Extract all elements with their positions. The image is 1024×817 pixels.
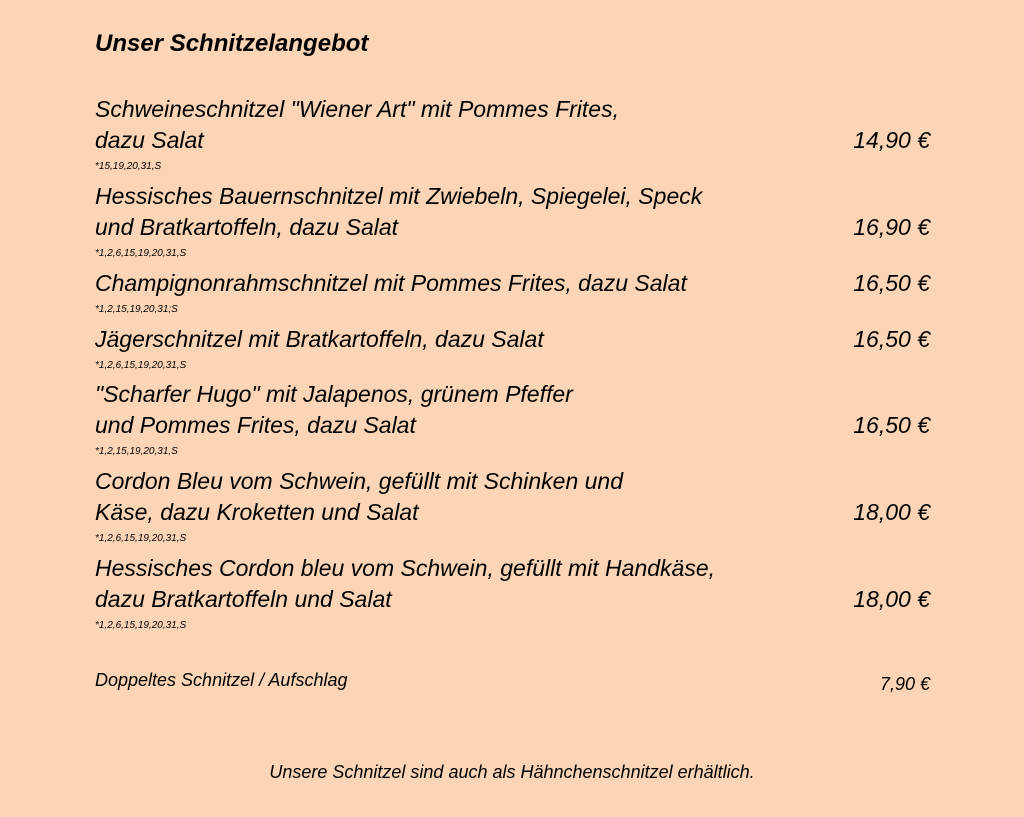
item-price: 14,90 € bbox=[853, 127, 930, 153]
item-description-line: Hessisches Bauernschnitzel mit Zwiebeln, Spiegelei, Speck bbox=[95, 183, 703, 209]
extra-charge-row bbox=[95, 670, 930, 694]
item-price: 16,50 € bbox=[853, 326, 930, 352]
item-description-line: Käse, dazu Kroketten und Salat bbox=[95, 499, 419, 525]
item-description-line: und Bratkartoffeln, dazu Salat bbox=[95, 214, 399, 240]
item-description bbox=[95, 181, 930, 243]
menu-item bbox=[95, 324, 930, 372]
item-allergen-codes: *1,2,6,15,19,20,31,S bbox=[95, 248, 187, 259]
menu-item bbox=[95, 181, 930, 260]
item-allergen-codes: *1,2,15,19,20,31;S bbox=[95, 304, 178, 315]
item-allergen-codes: *1,2,6,15,19,20,31,S bbox=[95, 360, 187, 371]
item-description-line: und Pommes Frites, dazu Salat bbox=[95, 412, 416, 438]
menu-item bbox=[95, 94, 930, 173]
item-description-line: Champignonrahmschnitzel mit Pommes Frites, dazu Salat bbox=[95, 270, 687, 296]
menu-item bbox=[95, 466, 930, 545]
menu-item bbox=[95, 379, 930, 458]
item-description bbox=[95, 94, 930, 156]
item-price: 16,50 € bbox=[853, 270, 930, 296]
item-price: 18,00 € bbox=[853, 499, 930, 525]
item-description-line: dazu Bratkartoffeln und Salat bbox=[95, 586, 392, 612]
item-description-line: Cordon Bleu vom Schwein, gefüllt mit Schinken und bbox=[95, 468, 624, 494]
item-price: 18,00 € bbox=[853, 586, 930, 612]
menu-title: Unser Schnitzelangebot bbox=[95, 30, 369, 57]
item-description bbox=[95, 324, 930, 355]
item-description bbox=[95, 466, 930, 528]
item-description-line: "Scharfer Hugo" mit Jalapenos, grünem Pfeffer bbox=[95, 381, 573, 407]
footer-note: Unsere Schnitzel sind auch als Hähnchenschnitzel erhältlich. bbox=[269, 762, 755, 782]
item-allergen-codes: *15,19,20,31,S bbox=[95, 161, 162, 172]
item-description bbox=[95, 268, 930, 299]
menu-item bbox=[95, 553, 930, 632]
extra-charge-price: 7,90 € bbox=[879, 674, 930, 694]
item-allergen-codes: *1,2,15,19,20,31,S bbox=[95, 446, 178, 457]
item-description-line: dazu Salat bbox=[95, 127, 204, 153]
item-price: 16,50 € bbox=[853, 412, 930, 438]
item-description-line: Hessisches Cordon bleu vom Schwein, gefüllt mit Handkäse, bbox=[95, 555, 716, 581]
item-allergen-codes: *1,2,6,15,19,20,31,S bbox=[95, 620, 187, 631]
item-description bbox=[95, 553, 930, 615]
item-description-line: Jägerschnitzel mit Bratkartoffeln, dazu Salat bbox=[95, 326, 544, 352]
item-description-line: Schweineschnitzel "Wiener Art" mit Pommes Frites, bbox=[95, 96, 619, 122]
item-allergen-codes: *1,2,6,15,19,20,31,S bbox=[95, 533, 187, 544]
menu-item bbox=[95, 268, 930, 316]
item-price: 16,90 € bbox=[853, 214, 930, 240]
extra-charge-label: Doppeltes Schnitzel / Aufschlag bbox=[95, 670, 348, 690]
item-description bbox=[95, 379, 930, 441]
